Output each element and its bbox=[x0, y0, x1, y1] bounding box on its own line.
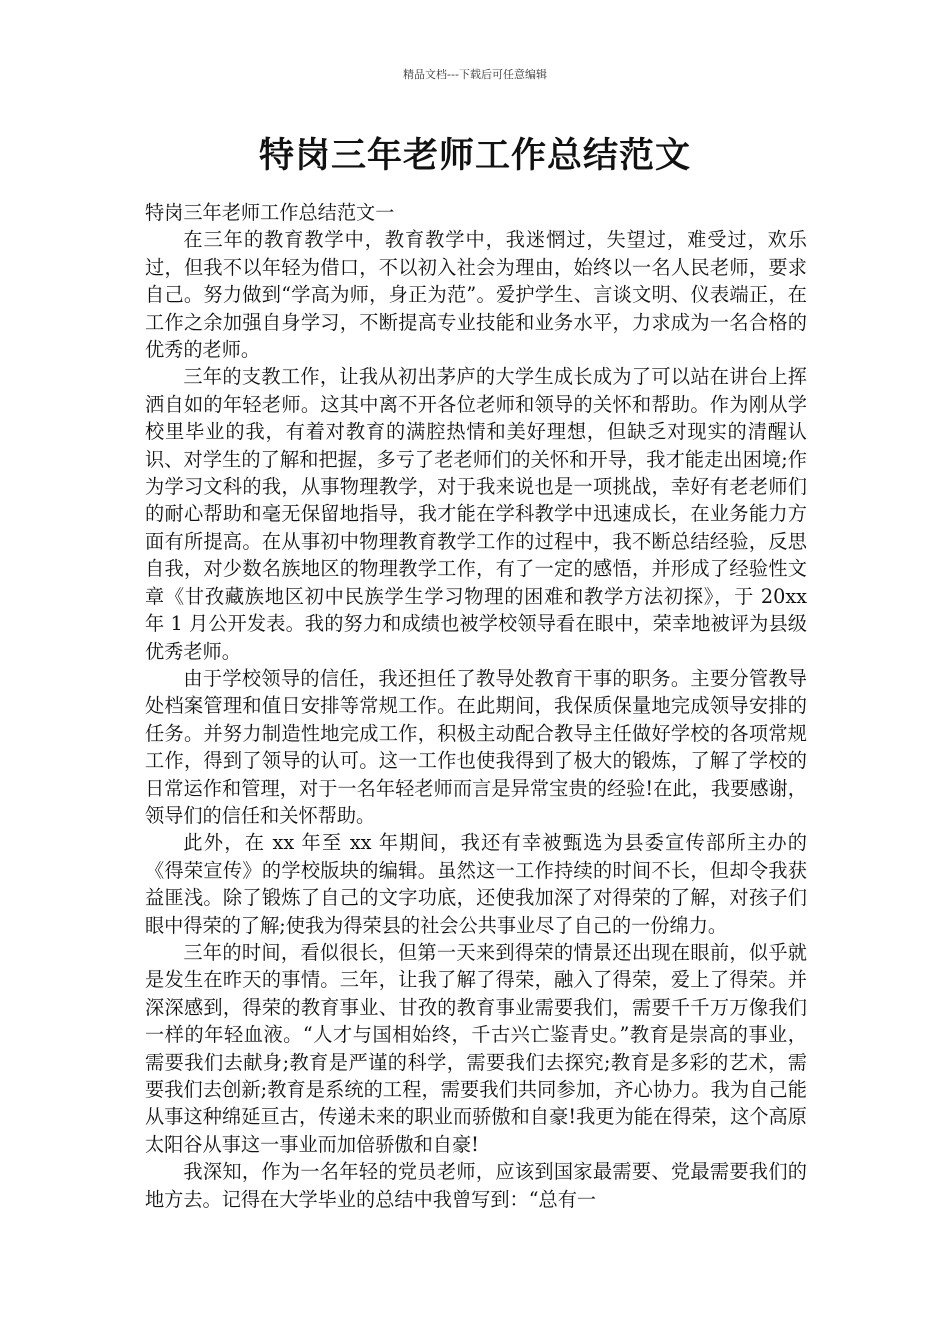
section-subtitle: 特岗三年老师工作总结范文一 bbox=[145, 201, 395, 224]
paragraph-3: 由于学校领导的信任，我还担任了教导处教育干事的职务。主要分管教导处档案管理和值日安排等常规工作。在此期间，我保质保量地完成领导安排的任务。并努力制造性地完成工作，积极主动配合教导主任做好学校的各项常规工作，得到了领导的认可。这一工作也使我得到了极大的锻炼，了解了学校的日常运作和管理，对于一名年轻老师而言是异常宝贵的经验!在此，我要感谢，领导们的信任和关怀帮助。 bbox=[145, 666, 807, 827]
paragraph-4: 此外，在 xx 年至 xx 年期间，我还有幸被甄选为县委宣传部所主办的《得荣宣传》的学校版块的编辑。虽然这一工作持续的时间不长，但却令我获益匪浅。除了锻炼了自己的文字功底，还使我加深了对得荣的了解，对孩子们眼中得荣的了解;使我为得荣县的社会公共事业尽了自己的一份绵力。 bbox=[145, 831, 807, 937]
paragraph-6: 我深知，作为一名年轻的党员老师，应该到国家最需要、党最需要我们的地方去。记得在大学毕业的总结中我曾写到：“总有一 bbox=[145, 1160, 807, 1211]
paragraph-5: 三年的时间，看似很长，但第一天来到得荣的情景还出现在眼前，似乎就是发生在昨天的事情。三年，让我了解了得荣，融入了得荣，爱上了得荣。并深深感到，得荣的教育事业、甘孜的教育事业需要我们，需要千千万万像我们一样的年轻血液。“人才与国相始终，千古兴亡鉴青史。”教育是崇高的事业，需要我们去献身;教育是严谨的科学，需要我们去探究;教育是多彩的艺术，需要我们去创新;教育是系统的工程，需要我们共同参加，齐心协力。我为自己能从事这种绵延亘古，传递未来的职业而骄傲和自豪!我更为能在得荣，这个高原太阳谷从事这一事业而加倍骄傲和自豪! bbox=[145, 940, 807, 1156]
paragraph-2: 三年的支教工作，让我从初出茅庐的大学生成长成为了可以站在讲台上挥洒自如的年轻老师。这其中离不开各位老师和领导的关怀和帮助。作为刚从学校里毕业的我，有着对教育的满腔热情和美好理想，但缺乏对现实的清醒认识、对学生的了解和把握，多亏了老老师们的关怀和开导，我才能走出困境;作为学习文科的我，从事物理教学，对于我来说也是一项挑战，幸好有老老师们的耐心帮助和毫无保留地指导，我才能在学科教学中迅速成长，在业务能力方面有所提高。在从事初中物理教育教学工作的过程中，我不断总结经验，反思自我，对少数名族地区的物理教学工作，有了一定的感悟，并形成了经验性文章《甘孜藏族地区初中民族学生学习物理的困难和教学方法初探》，于 20xx 年 1 月公开发表。我的努力和成绩也被学校领导看在眼中，荣幸地被评为县级优秀老师。 bbox=[145, 365, 807, 663]
document-title: 特岗三年老师工作总结范文 bbox=[258, 136, 691, 176]
document-body bbox=[145, 199, 807, 1213]
paragraph-1: 在三年的教育教学中，教育教学中，我迷惘过，失望过，难受过，欢乐过，但我不以年轻为借口，不以初入社会为理由，始终以一名人民老师，要求自己。努力做到“学高为师，身正为范”。爱护学生、言谈文明、仪表端正，在工作之余加强自身学习，不断提高专业技能和业务水平，力求成为一名合格的优秀的老师。 bbox=[145, 228, 807, 362]
header-note: 精品文档---下载后可任意编辑 bbox=[403, 68, 547, 81]
